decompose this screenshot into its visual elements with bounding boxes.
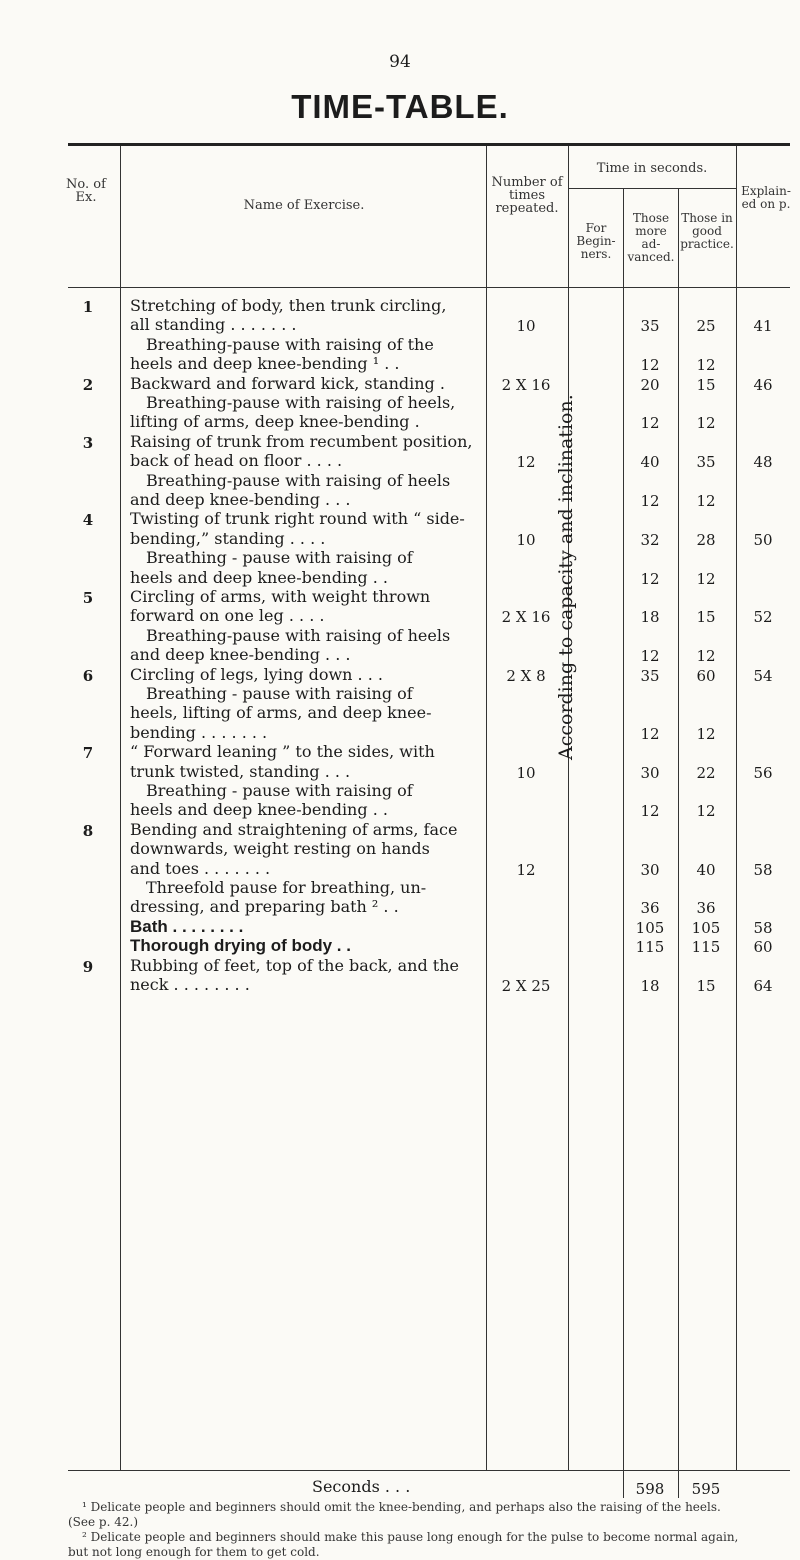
seconds-practice: 60 bbox=[696, 666, 716, 685]
times-repeated: 2 X 25 bbox=[501, 977, 551, 995]
seconds-advanced: 115 bbox=[635, 938, 665, 957]
explained-page: 64 bbox=[753, 977, 773, 995]
exercise-text: Breathing - pause with raising of bbox=[146, 781, 413, 800]
header-practice: Those in good practice. bbox=[680, 211, 734, 251]
header-no: No. of Ex. bbox=[66, 177, 106, 205]
seconds-advanced: 30 bbox=[640, 763, 660, 782]
times-repeated: 2 X 16 bbox=[501, 375, 551, 394]
exercise-number: 6 bbox=[82, 666, 94, 685]
explained-page: 41 bbox=[753, 317, 773, 336]
footnote-line: ² Delicate people and beginners should make this pause long enough for the pulse to become normal again, bbox=[82, 1530, 739, 1544]
seconds-advanced: 12 bbox=[640, 802, 660, 821]
seconds-practice: 40 bbox=[696, 860, 716, 879]
exercise-text: heels and deep knee-bending ¹ . . bbox=[130, 354, 400, 374]
exercise-number: 2 bbox=[82, 375, 94, 394]
times-repeated: 12 bbox=[516, 453, 536, 472]
exercise-number: 5 bbox=[82, 589, 94, 607]
seconds-advanced: 12 bbox=[640, 724, 660, 743]
exercise-number: 1 bbox=[82, 298, 94, 316]
times-repeated: 2 X 16 bbox=[501, 608, 551, 627]
exercise-number: 8 bbox=[82, 821, 94, 840]
header-subrule bbox=[568, 188, 736, 189]
seconds-practice: 36 bbox=[696, 899, 716, 918]
header-time-group: Time in seconds. bbox=[596, 161, 708, 176]
column-divider bbox=[736, 146, 737, 1471]
seconds-advanced: 12 bbox=[640, 569, 660, 588]
footnote-line: (See p. 42.) bbox=[68, 1515, 138, 1529]
exercise-text: Thorough drying of body . . bbox=[130, 936, 351, 956]
header-explained: Explain- ed on p. bbox=[741, 184, 791, 211]
exercise-text: Rubbing of feet, top of the back, and the bbox=[130, 955, 459, 975]
exercise-text: Threefold pause for breathing, un- bbox=[146, 878, 427, 897]
exercise-text: neck . . . . . . . . bbox=[130, 975, 250, 994]
exercise-text: and deep knee-bending . . . bbox=[130, 490, 351, 509]
seconds-advanced: 30 bbox=[640, 860, 660, 879]
seconds-practice: 15 bbox=[696, 375, 716, 394]
times-repeated: 10 bbox=[516, 763, 536, 782]
seconds-advanced: 32 bbox=[640, 530, 660, 549]
seconds-practice: 12 bbox=[696, 647, 716, 666]
seconds-advanced: 35 bbox=[640, 317, 660, 336]
explained-page: 58 bbox=[753, 918, 773, 937]
seconds-advanced: 40 bbox=[640, 453, 660, 472]
exercise-text: Breathing-pause with raising of heels, bbox=[146, 393, 456, 412]
header-times: Number of times repeated. bbox=[491, 175, 563, 216]
column-divider bbox=[568, 146, 569, 1471]
seconds-practice: 28 bbox=[696, 530, 716, 549]
explained-page: 60 bbox=[753, 938, 773, 957]
exercise-number: 3 bbox=[82, 433, 94, 452]
total-advanced: 598 bbox=[635, 1480, 665, 1498]
exercise-text: Twisting of trunk right round with “ side- bbox=[130, 509, 465, 529]
seconds-practice: 12 bbox=[696, 724, 716, 743]
seconds-practice: 22 bbox=[696, 763, 716, 782]
page-number: 94 bbox=[389, 52, 411, 72]
exercise-text: all standing . . . . . . . bbox=[130, 315, 297, 335]
seconds-advanced: 12 bbox=[640, 492, 660, 510]
beginners-note: According to capacity and inclination. bbox=[555, 394, 577, 760]
exercise-text: Raising of trunk from recumbent position, bbox=[130, 431, 473, 451]
footnote-line: but not long enough for them to get cold. bbox=[68, 1545, 320, 1559]
seconds-practice: 12 bbox=[696, 356, 716, 375]
exercise-text: Circling of arms, with weight thrown bbox=[130, 587, 431, 606]
exercise-text: heels and deep knee-bending . . bbox=[130, 800, 388, 820]
exercise-text: Bending and straightening of arms, face bbox=[130, 819, 458, 839]
exercise-text: dressing, and preparing bath ² . . bbox=[130, 897, 399, 917]
seconds-practice: 12 bbox=[696, 802, 716, 821]
footnote-line: ¹ Delicate people and beginners should omit the knee-bending, and perhaps also the raising of the heels. bbox=[82, 1500, 721, 1514]
column-divider bbox=[486, 146, 487, 1471]
exercise-text: Backward and forward kick, standing . bbox=[130, 373, 445, 393]
exercise-text: heels and deep knee-bending . . bbox=[130, 567, 388, 587]
exercise-text: back of head on floor . . . . bbox=[130, 451, 343, 471]
seconds-practice: 15 bbox=[696, 608, 716, 627]
seconds-advanced: 105 bbox=[635, 918, 665, 937]
seconds-practice: 15 bbox=[696, 977, 716, 995]
seconds-advanced: 18 bbox=[640, 977, 660, 995]
seconds-advanced: 12 bbox=[640, 647, 660, 666]
exercise-text: Breathing-pause with raising of the bbox=[146, 334, 434, 354]
column-divider bbox=[120, 146, 121, 1471]
seconds-practice: 12 bbox=[696, 414, 716, 433]
footnotes bbox=[68, 1500, 790, 1560]
exercise-text: “ Forward leaning ” to the sides, with bbox=[130, 742, 435, 762]
header-beginners: For Begin- ners. bbox=[576, 221, 616, 261]
explained-page: 50 bbox=[753, 530, 773, 549]
exercise-text: and deep knee-bending . . . bbox=[130, 645, 351, 665]
table-bottom-rule bbox=[68, 1470, 790, 1471]
totals-label: Seconds . . . bbox=[312, 1477, 411, 1496]
seconds-practice: 25 bbox=[696, 317, 716, 336]
top-rule bbox=[68, 143, 790, 146]
exercise-text: Stretching of body, then trunk circling, bbox=[130, 296, 447, 315]
header-advanced: Those more ad- vanced. bbox=[627, 211, 675, 264]
explained-page: 48 bbox=[753, 453, 773, 472]
exercise-text: downwards, weight resting on hands bbox=[130, 839, 430, 859]
explained-page: 46 bbox=[753, 375, 773, 394]
explained-page: 54 bbox=[753, 666, 773, 685]
exercise-number: 9 bbox=[82, 957, 94, 976]
exercise-text: and toes . . . . . . . bbox=[130, 858, 271, 878]
exercise-text: bending,” standing . . . . bbox=[130, 528, 326, 548]
seconds-practice: 12 bbox=[696, 492, 716, 510]
seconds-advanced: 12 bbox=[640, 414, 660, 433]
times-repeated: 12 bbox=[516, 860, 536, 879]
seconds-practice: 12 bbox=[696, 569, 716, 588]
exercise-text: Bath . . . . . . . . bbox=[130, 916, 244, 936]
header-bottom-rule bbox=[68, 287, 790, 288]
seconds-practice: 35 bbox=[696, 453, 716, 472]
exercise-text: trunk twisted, standing . . . bbox=[130, 761, 351, 781]
exercise-text: Circling of legs, lying down . . . bbox=[130, 664, 383, 684]
seconds-practice: 115 bbox=[691, 938, 721, 957]
exercise-text: bending . . . . . . . bbox=[130, 722, 268, 742]
times-repeated: 2 X 8 bbox=[506, 666, 546, 685]
exercise-number: 7 bbox=[82, 744, 94, 763]
times-repeated: 10 bbox=[516, 530, 536, 549]
header-name: Name of Exercise. bbox=[243, 198, 365, 213]
explained-page: 52 bbox=[753, 608, 773, 627]
exercise-number: 4 bbox=[82, 511, 94, 530]
exercise-text: Breathing - pause with raising of bbox=[146, 684, 413, 703]
page-title: TIME-TABLE. bbox=[291, 88, 509, 125]
seconds-advanced: 20 bbox=[640, 375, 660, 394]
exercise-text: heels, lifting of arms, and deep knee- bbox=[130, 703, 432, 723]
exercise-text: Breathing-pause with raising of heels bbox=[146, 625, 451, 645]
times-repeated: 10 bbox=[516, 317, 536, 336]
exercise-text: Breathing-pause with raising of heels bbox=[146, 470, 451, 490]
exercise-text: forward on one leg . . . . bbox=[130, 606, 325, 626]
seconds-advanced: 12 bbox=[640, 356, 660, 375]
explained-page: 58 bbox=[753, 860, 773, 879]
explained-page: 56 bbox=[753, 763, 773, 782]
seconds-practice: 105 bbox=[691, 918, 721, 937]
exercise-text: Breathing - pause with raising of bbox=[146, 548, 413, 568]
seconds-advanced: 35 bbox=[640, 666, 660, 685]
seconds-advanced: 36 bbox=[640, 899, 660, 918]
total-practice: 595 bbox=[691, 1480, 721, 1498]
exercise-text: lifting of arms, deep knee-bending . bbox=[130, 412, 420, 432]
seconds-advanced: 18 bbox=[640, 608, 660, 627]
